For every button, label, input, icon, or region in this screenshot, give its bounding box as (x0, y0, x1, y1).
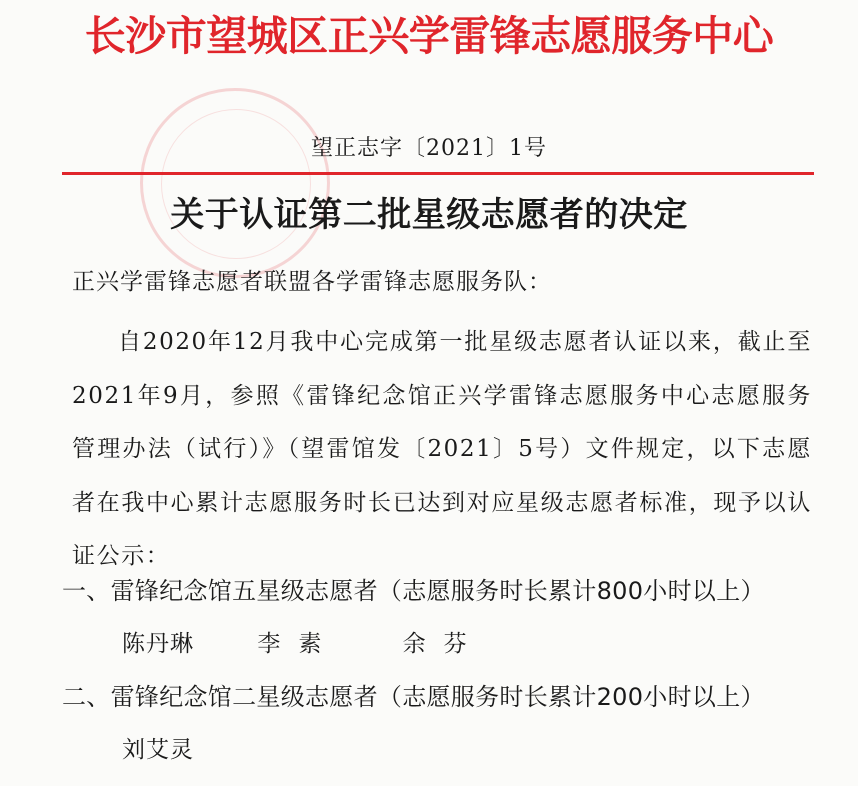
section-heading-five-star: 一、雷锋纪念馆五星级志愿者（志愿服务时长累计800小时以上） (62, 577, 765, 605)
five-star-names (122, 628, 541, 660)
volunteer-name: 余芬 (402, 631, 485, 657)
body-paragraph: 自2020年12月我中心完成第一批星级志愿者认证以来，截止至2021年9月，参照《雷锋纪念馆正兴学雷锋志愿服务中心志愿服务管理办法（试行）》（望雷馆发〔2021〕5号）文件规定，以下志愿者在我中心累计志愿服务时长已达到对应星级志愿者标准，现予以认证公示： (72, 329, 812, 569)
organization-header: 长沙市望城区正兴学雷锋志愿服务中心 (84, 12, 774, 60)
official-seal-stamp (140, 88, 330, 278)
volunteer-name: 刘艾灵 (122, 737, 194, 763)
document-title: 关于认证第二批星级志愿者的决定 (170, 195, 688, 235)
addressee-line: 正兴学雷锋志愿者联盟各学雷锋志愿服务队： (72, 269, 552, 295)
section-heading-two-star: 二、雷锋纪念馆二星级志愿者（志愿服务时长累计200小时以上） (62, 683, 765, 711)
volunteer-name: 陈丹琳 (122, 631, 194, 657)
document-number: 望正志字〔2021〕1号 (311, 136, 547, 161)
red-divider-line (62, 172, 814, 175)
volunteer-name: 李素 (257, 631, 340, 657)
two-star-names (122, 734, 250, 766)
